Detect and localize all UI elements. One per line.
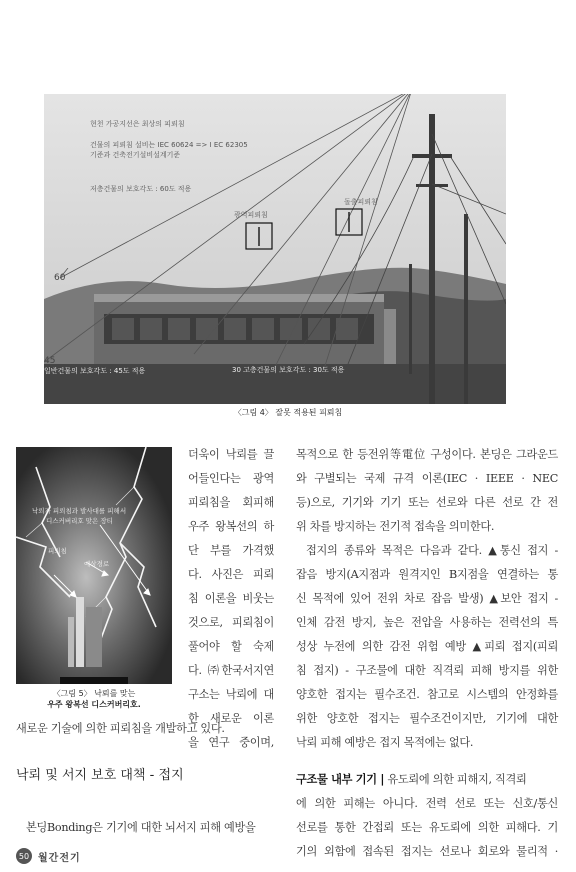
figure-4-photo	[44, 94, 506, 404]
text-line: 다. ㈜한국서지연	[188, 664, 274, 677]
magazine-title: 월간전기	[38, 852, 81, 864]
figure4-label-protruding-rod: 돌출피뢰침	[344, 198, 378, 206]
figure4-label-standard-2: 기준과 건축전기설비설계기준	[90, 151, 181, 159]
text-line: 선로를 통한 간접뢰 또는 유도뢰에 의한 피해다. 기	[296, 821, 558, 834]
text-line: 침 이론을 비웃는	[188, 592, 274, 605]
figure-5-caption-1: 〈그림 5〉 낙뢰를 맞는	[52, 689, 136, 698]
figure4-label-overhead-ground-wire: 현천 가공지선은 최상의 피뢰침	[90, 120, 185, 128]
text-line: 등)으로, 기기와 기기 또는 선로와 다른 선로 간 전	[296, 496, 558, 509]
angle-45-label: 45	[44, 356, 56, 366]
angle-60-pointer	[60, 268, 70, 280]
figure5-label-hit: 디스커버리호 맞은 장티	[46, 517, 113, 525]
text-line: 신 목적에 있어 전위 차로 잡음 발생) ▲보안 접지 -	[296, 592, 558, 605]
text-line: 새로운 기술에 의한 피뢰침을 개발하고 있다.	[16, 722, 225, 735]
text-line: 우주 왕복선의 하	[188, 520, 274, 533]
text-line: 을 연구 중이며,	[188, 736, 274, 749]
text-line: 풀어야 할 숙제	[188, 640, 274, 653]
text-line: 본딩Bonding은 기기에 대한 뇌서지 피해 예방을	[26, 821, 256, 834]
text-line: 것으로, 피뢰침이	[188, 616, 274, 629]
text-line: 다. 사진은 피뢰	[188, 568, 274, 581]
figure-5-photo	[16, 447, 172, 684]
text-line: 접지의 종류와 목적은 다음과 같다. ▲통신 접지 -	[306, 544, 558, 557]
angle-60-label: 60	[54, 273, 66, 283]
text-line: 기의 외함에 접속된 접지는 선로나 회로와 물리적 ·	[296, 845, 558, 858]
text-line: 에 의한 피해는 아니다. 전력 선로 또는 신호/통신	[296, 797, 558, 810]
text-span: 유도뢰에 의한 피해지, 직격뢰	[384, 773, 527, 786]
text-line: 구소는 낙뢰에 대	[188, 688, 274, 701]
text-line: 위 차를 방지하는 전기적 접속을 의미한다.	[296, 520, 495, 533]
figure4-label-high-rise-angle: 30 고층건물의 보호각도 : 30도 적용	[232, 366, 345, 374]
page-number: 50	[16, 848, 32, 864]
text-line: 단 부를 가격했	[188, 544, 274, 557]
text-line: 한 새로운 이론	[188, 712, 274, 725]
text-line: 위한 양호한 접지는 필수조건이지만, 기기에 대한	[296, 712, 558, 725]
subsection-heading: 구조물 내부 기기 |	[296, 773, 385, 786]
text-line: 더욱이 낙뢰를 끌	[188, 448, 274, 461]
figure-5-caption-2: 우주 왕복선 디스커버리호.	[47, 700, 141, 709]
figure4-label-wide-area-rod: 광역피뢰침	[234, 211, 268, 219]
text-line: 침 접지) - 구조물에 대한 직격뢰 피해 방지를 위한	[296, 664, 558, 677]
figure5-label-avoided: 낙뢰가 피뢰침과 발사대를 피해서	[32, 507, 127, 515]
text-line: 잡음 방지(A지점과 원격지인 B지점을 연결하는 통	[296, 568, 558, 581]
text-line	[296, 772, 527, 787]
page-footer	[16, 848, 81, 864]
figure4-label-general-angle: 일반건물의 보호각도 : 45도 적용	[44, 367, 146, 375]
figure4-label-standard: 건물의 피뢰침 설비는 IEC 60624 => I EC 62305	[90, 141, 248, 149]
text-line: 성상 누전에 의한 감전 위험 예방 ▲피뢰 접지(피뢰	[296, 640, 558, 653]
section-heading: 낙뢰 및 서지 보호 대책 - 접지	[16, 768, 184, 783]
figure-4-caption: 〈그림 4〉 잘못 적용된 피뢰침	[233, 408, 343, 417]
text-line: 피뢰침을 회피해	[188, 496, 274, 509]
text-line: 양호한 접지는 필수조건. 참고로 시스템의 안정화를	[296, 688, 558, 701]
text-line: 목적으로 한 등전위等電位 구성이다. 본딩은 그라운드	[296, 448, 558, 461]
text-line: 어들인다는 광역	[188, 472, 274, 485]
text-line: 와 구별되는 국제 규격 이론(IEC · IEEE · NEC	[296, 472, 558, 485]
text-line: 낙뢰 피해 예방은 접지 목적에는 없다.	[296, 736, 474, 749]
figure5-label-rod: 피뢰침	[48, 547, 67, 555]
text-line: 인체 감전 방지, 높은 전압을 사용하는 전력선의 특	[296, 616, 558, 629]
figure4-label-low-rise-angle: 저층건물의 보호각도 : 60도 적용	[90, 185, 192, 193]
figure5-label-expected-path: 예상경로	[84, 560, 110, 568]
